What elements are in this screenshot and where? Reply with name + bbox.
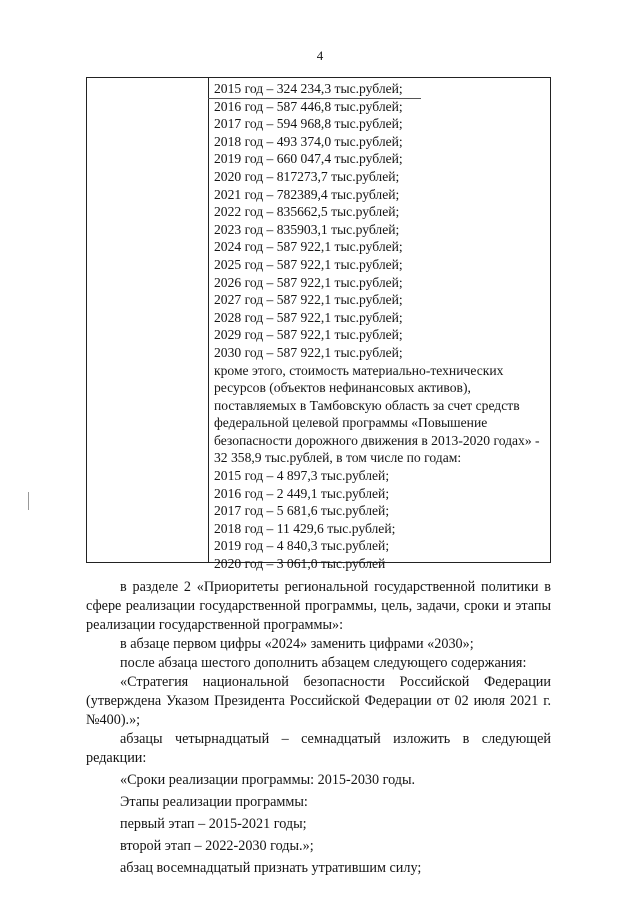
year-row: 2021 год – 782389,4 тыс.рублей; [214, 186, 400, 202]
federal-year-row: 2016 год – 2 449,1 тыс.рублей; [214, 485, 390, 501]
year-row: 2015 год – 324 234,3 тыс.рублей; [214, 81, 403, 96]
federal-year-row: 2015 год – 4 897,3 тыс.рублей; [214, 468, 390, 484]
additional-text-line: кроме этого, стоимость материально-технических [214, 362, 504, 378]
paragraph: абзацы четырнадцатый – семнадцатый изложить в следующей редакции: [86, 731, 551, 766]
year-row: 2027 год – 587 922,1 тыс.рублей; [214, 292, 403, 308]
additional-text-line: 32 358,9 тыс.рублей, в том числе по годам: [214, 450, 462, 466]
year-row: 2022 год – 835662,5 тыс.рублей; [214, 204, 400, 220]
federal-year-row: 2018 год – 11 429,6 тыс.рублей; [214, 520, 396, 536]
funding-table [86, 77, 551, 572]
year-row: 2016 год – 587 446,8 тыс.рублей; [214, 98, 403, 114]
year-row: 2020 год – 817273,7 тыс.рублей; [214, 168, 400, 184]
year-row: 2028 год – 587 922,1 тыс.рублей; [214, 309, 403, 325]
year-row: 2019 год – 660 047,4 тыс.рублей; [214, 151, 403, 167]
additional-text-line: федеральной целевой программы «Повышение [214, 415, 488, 431]
additional-text-line: безопасности дорожного движения в 2013-2020 годах» - [214, 432, 540, 448]
paragraph: после абзаца шестого дополнить абзацем следующего содержания: [120, 655, 527, 671]
additional-text-line: ресурсов (объектов нефинансовых активов), [214, 380, 471, 396]
year-row: 2024 год – 587 922,1 тыс.рублей; [214, 239, 403, 255]
year-row: 2025 год – 587 922,1 тыс.рублей; [214, 256, 403, 272]
paragraph: «Сроки реализации программы: 2015-2030 годы. [120, 772, 416, 788]
federal-year-row: 2019 год – 4 840,3 тыс.рублей; [214, 538, 390, 554]
paragraph: в разделе 2 «Приоритеты региональной государственной политики в сфере реализации государственной программы, цель, задачи, сроки и этапы реализации государственной программы»: [86, 579, 551, 633]
amendment-text [86, 578, 551, 878]
page-number: 4 [316, 48, 324, 63]
paragraph: «Стратегия национальной безопасности Российской Федерации (утверждена Указом Президента Российской Федерации от 02 июля 2021 г. №400).»; [86, 674, 551, 728]
paragraph: абзац восемнадцатый признать утратившим силу; [120, 860, 422, 876]
margin-mark [28, 492, 29, 510]
year-row: 2023 год – 835903,1 тыс.рублей; [214, 221, 400, 237]
year-row: 2018 год – 493 374,0 тыс.рублей; [214, 133, 403, 149]
year-row: 2029 год – 587 922,1 тыс.рублей; [214, 327, 403, 343]
year-row: 2030 год – 587 922,1 тыс.рублей; [214, 344, 403, 360]
year-row: 2026 год – 587 922,1 тыс.рублей; [214, 274, 403, 290]
year-row: 2017 год – 594 968,8 тыс.рублей; [214, 116, 403, 132]
paragraph: Этапы реализации программы: [120, 794, 308, 810]
additional-text-line: поставляемых в Тамбовскую область за счет средств [214, 397, 520, 413]
funding-cell [214, 80, 549, 573]
federal-year-row: 2017 год – 5 681,6 тыс.рублей; [214, 503, 390, 519]
paragraph: первый этап – 2015-2021 годы; [120, 816, 307, 832]
paragraph: второй этап – 2022-2030 годы.»; [120, 838, 314, 854]
paragraph: в абзаце первом цифры «2024» заменить цифрами «2030»; [120, 636, 474, 652]
federal-year-row: 2020 год – 3 061,0 тыс.рублей [214, 556, 386, 572]
table-column-divider [208, 78, 209, 562]
